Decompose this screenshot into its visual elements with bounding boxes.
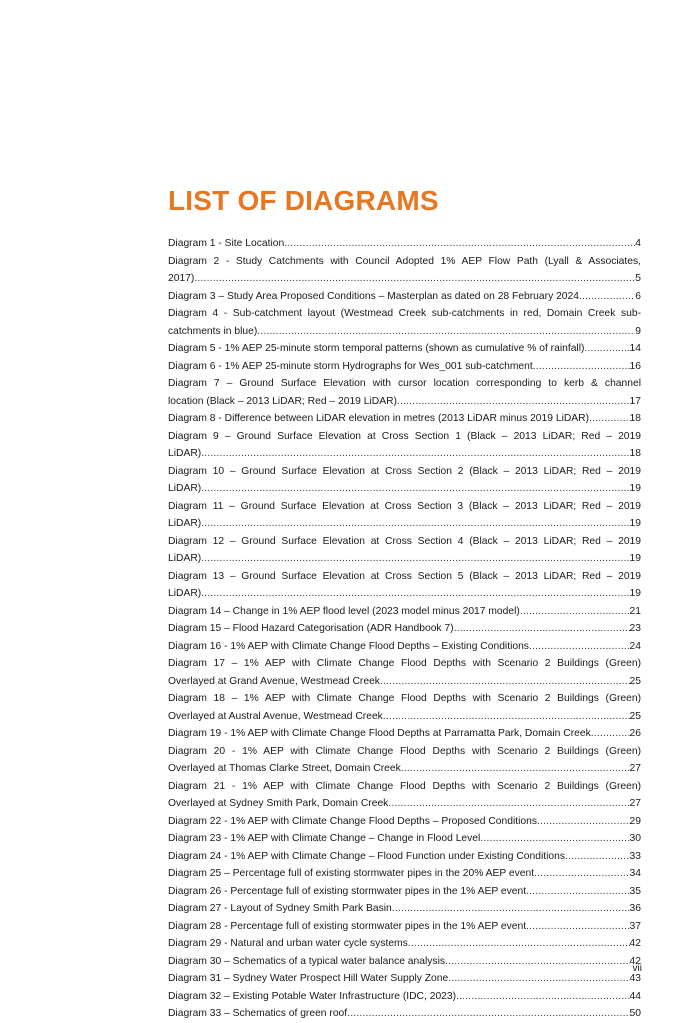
toc-entry-text: Diagram 23 - 1% AEP with Climate Change – Change in Flood Level — [168, 833, 481, 844]
toc-entry-text: LiDAR) — [168, 518, 202, 529]
dot-leader — [383, 708, 630, 726]
toc-entry[interactable] — [168, 638, 641, 656]
dot-leader — [537, 813, 630, 831]
toc-entry-page: 4 — [635, 238, 641, 249]
toc-entry-page: 36 — [629, 903, 641, 914]
toc-entry-text: Diagram 16 - 1% AEP with Climate Change Flood Depths – Existing Conditions — [168, 640, 529, 652]
toc-entry-text: Diagram 7 – Ground Surface Elevation with cursor location corresponding to kerb & channel — [168, 378, 641, 389]
toc-entry-text: Diagram 12 – Ground Surface Elevation at Cross Section 4 (Black – 2013 LiDAR; Red – 2019 — [168, 535, 641, 547]
dot-leader — [579, 288, 635, 306]
toc-entry[interactable] — [168, 848, 641, 866]
toc-entry[interactable] — [168, 918, 641, 936]
toc-entry-page: 50 — [629, 1008, 641, 1019]
toc-entry-text: Diagram 17 – 1% AEP with Climate Change Flood Depths with Scenario 2 Buildings (Green) — [168, 658, 641, 669]
dot-leader — [526, 883, 629, 901]
toc-entry[interactable] — [168, 288, 641, 306]
dot-leader — [201, 585, 629, 603]
dot-leader — [520, 603, 630, 621]
toc-entry-text: Diagram 3 – Study Area Proposed Conditions – Masterplan as dated on 28 February 2024 — [168, 290, 579, 302]
toc-entry-page: 19 — [629, 518, 641, 529]
toc-entry-text: Overlayed at Thomas Clarke Street, Domain Creek — [168, 763, 401, 774]
toc-entry-page: 9 — [635, 325, 641, 337]
toc-entry-page: 24 — [629, 640, 641, 652]
toc-entry-text: Diagram 11 – Ground Surface Elevation at Cross Section 3 (Black – 2013 LiDAR; Red – 2019 — [168, 500, 641, 512]
toc-entry[interactable] — [168, 988, 641, 1006]
toc-entry-text: Diagram 25 – Percentage full of existing stormwater pipes in the 20% AEP event — [168, 868, 535, 879]
toc-entry-page: 42 — [629, 955, 641, 967]
toc-entry[interactable] — [168, 428, 641, 463]
toc-entry-page: 21 — [629, 605, 641, 617]
toc-entry[interactable] — [168, 533, 641, 568]
toc-entry-text: Overlayed at Sydney Smith Park, Domain Creek — [168, 798, 389, 809]
dot-leader — [448, 970, 629, 988]
toc-entry[interactable] — [168, 305, 641, 340]
toc-entry-page: 23 — [629, 623, 641, 634]
toc-entry-page: 18 — [629, 413, 641, 424]
toc-entry[interactable] — [168, 830, 641, 848]
toc-entry[interactable] — [168, 883, 641, 901]
dot-leader — [408, 935, 630, 953]
toc-entry-page: 29 — [629, 815, 641, 827]
toc-entry[interactable] — [168, 463, 641, 498]
toc-entry-text: Diagram 29 - Natural and urban water cycle systems — [168, 938, 408, 949]
toc-entry[interactable] — [168, 690, 641, 725]
dot-leader — [201, 480, 629, 498]
toc-entry-text: Diagram 2 - Study Catchments with Council Adopted 1% AEP Flow Path (Lyall & Associates, — [168, 255, 641, 267]
toc-entry[interactable] — [168, 340, 641, 358]
toc-entry[interactable] — [168, 813, 641, 831]
toc-entry-text: Diagram 6 - 1% AEP 25-minute storm Hydrographs for Wes_001 sub-catchment — [168, 360, 533, 372]
toc-entry-text: Diagram 14 – Change in 1% AEP flood level (2023 model minus 2017 model) — [168, 605, 520, 617]
dot-leader — [201, 515, 629, 533]
dot-leader — [401, 760, 630, 778]
toc-entry[interactable] — [168, 375, 641, 410]
toc-entry-text: Diagram 1 - Site Location — [168, 238, 285, 249]
toc-entry-text: LiDAR) — [168, 553, 202, 564]
toc-entry-page: 25 — [629, 710, 641, 722]
toc-entry-text: Diagram 13 – Ground Surface Elevation at Cross Section 5 (Black – 2013 LiDAR; Red – 2019 — [168, 570, 641, 582]
toc-entry-page: 25 — [629, 675, 641, 687]
toc-entry-text: Diagram 18 – 1% AEP with Climate Change Flood Depths with Scenario 2 Buildings (Green) — [168, 693, 641, 704]
toc-entry-page: 27 — [629, 798, 641, 809]
toc-entry-text: Diagram 8 - Difference between LiDAR elevation in metres (2013 LiDAR minus 2019 LiDAR) — [168, 413, 590, 424]
toc-entry-text: Diagram 28 - Percentage full of existing stormwater pipes in the 1% AEP event — [168, 920, 527, 932]
toc-entry-text: Diagram 22 - 1% AEP with Climate Change Flood Depths – Proposed Conditions — [168, 815, 537, 827]
dot-leader — [534, 865, 629, 883]
toc-entry-page: 16 — [629, 360, 641, 372]
toc-entry[interactable] — [168, 498, 641, 533]
toc-entry[interactable] — [168, 778, 641, 813]
toc-entry-page: 18 — [629, 448, 641, 459]
toc-entry-page: 34 — [629, 868, 641, 879]
toc-entry-text: Diagram 5 - 1% AEP 25-minute storm temporal patterns (shown as cumulative % of rainfall) — [168, 343, 585, 354]
dot-leader — [529, 638, 630, 656]
toc-entry-text: Diagram 33 – Schematics of green roof — [168, 1008, 348, 1019]
toc-entry-text: Diagram 19 - 1% AEP with Climate Change Flood Depths at Parramatta Park, Domain Creek — [168, 728, 591, 739]
dot-leader — [584, 340, 629, 358]
toc-entry[interactable] — [168, 953, 641, 971]
toc-entry-text: Diagram 21 - 1% AEP with Climate Change Flood Depths with Scenario 2 Buildings (Green) — [168, 780, 641, 792]
toc-entry-page: 14 — [629, 343, 641, 354]
toc-entry-text: LiDAR) — [168, 483, 202, 494]
toc-entry[interactable] — [168, 568, 641, 603]
dot-leader — [284, 235, 635, 253]
dot-leader — [526, 918, 629, 936]
list-of-diagrams — [168, 235, 641, 1023]
toc-entry-text: Diagram 20 - 1% AEP with Climate Change Flood Depths with Scenario 2 Buildings (Green) — [168, 745, 641, 757]
toc-entry[interactable] — [168, 358, 641, 376]
toc-entry-page: 19 — [629, 483, 641, 494]
toc-entry[interactable] — [168, 620, 641, 638]
toc-entry[interactable] — [168, 655, 641, 690]
toc-entry-page: 35 — [629, 885, 641, 897]
toc-entry-text: Diagram 27 - Layout of Sydney Smith Park Basin — [168, 903, 392, 914]
toc-entry-page: 26 — [629, 728, 641, 739]
toc-entry-page: 27 — [629, 763, 641, 774]
dot-leader — [388, 795, 629, 813]
dot-leader — [201, 445, 629, 463]
toc-entry[interactable] — [168, 410, 641, 428]
toc-entry-text: Diagram 9 – Ground Surface Elevation at Cross Section 1 (Black – 2013 LiDAR; Red – 2019 — [168, 430, 641, 442]
toc-entry[interactable] — [168, 235, 641, 253]
toc-entry-page: 42 — [629, 938, 641, 949]
dot-leader — [456, 988, 629, 1006]
toc-entry-text: Diagram 24 - 1% AEP with Climate Change – Flood Function under Existing Conditions — [168, 850, 566, 862]
toc-entry-text: Diagram 4 - Sub-catchment layout (Westmead Creek sub-catchments in red, Domain Creek sub- — [168, 308, 641, 319]
toc-entry[interactable] — [168, 935, 641, 953]
dot-leader — [257, 323, 635, 341]
toc-entry-text: LiDAR) — [168, 588, 202, 599]
page-number: vii — [632, 963, 642, 974]
toc-entry[interactable] — [168, 970, 641, 988]
toc-entry-page: 30 — [629, 833, 641, 844]
dot-leader — [194, 270, 635, 288]
toc-entry[interactable] — [168, 900, 641, 918]
dot-leader — [201, 550, 629, 568]
toc-entry-text: location (Black – 2013 LiDAR; Red – 2019 LiDAR) — [168, 395, 397, 407]
toc-entry[interactable] — [168, 865, 641, 883]
toc-entry-page: 43 — [629, 973, 641, 984]
dot-leader — [392, 900, 630, 918]
toc-entry-page: 19 — [629, 588, 641, 599]
toc-entry[interactable] — [168, 253, 641, 288]
toc-entry-text: Diagram 32 – Existing Potable Water Infrastructure (IDC, 2023) — [168, 990, 457, 1002]
dot-leader — [480, 830, 629, 848]
toc-entry-text: LiDAR) — [168, 448, 202, 459]
toc-entry[interactable] — [168, 1005, 641, 1023]
toc-entry-text: 2017) — [168, 273, 195, 284]
dot-leader — [533, 358, 630, 376]
page-title: LIST OF DIAGRAMS — [168, 185, 439, 216]
toc-entry[interactable] — [168, 725, 641, 743]
dot-leader — [565, 848, 630, 866]
dot-leader — [397, 393, 630, 411]
dot-leader — [589, 410, 630, 428]
toc-entry-text: Overlayed at Grand Avenue, Westmead Creek — [168, 675, 380, 687]
dot-leader — [347, 1005, 629, 1023]
toc-entry-page: 37 — [629, 920, 641, 932]
toc-entry-page: 6 — [635, 290, 641, 302]
toc-entry-text: Overlayed at Austral Avenue, Westmead Creek — [168, 710, 383, 722]
dot-leader — [591, 725, 630, 743]
dot-leader — [454, 620, 630, 638]
dot-leader — [380, 673, 630, 691]
toc-entry-page: 19 — [629, 553, 641, 564]
toc-entry-page: 17 — [629, 395, 641, 407]
toc-entry-page: 44 — [629, 990, 641, 1002]
toc-entry-text: Diagram 30 – Schematics of a typical water balance analysis — [168, 955, 446, 967]
toc-entry-text: Diagram 10 – Ground Surface Elevation at Cross Section 2 (Black – 2013 LiDAR; Red – 2019 — [168, 465, 641, 477]
toc-entry[interactable] — [168, 743, 641, 778]
toc-entry-text: Diagram 31 – Sydney Water Prospect Hill Water Supply Zone — [168, 973, 449, 984]
toc-entry-text: catchments in blue) — [168, 325, 258, 337]
toc-entry-text: Diagram 26 - Percentage full of existing stormwater pipes in the 1% AEP event — [168, 885, 527, 897]
toc-entry-text: Diagram 15 – Flood Hazard Categorisation (ADR Handbook 7) — [168, 623, 454, 634]
toc-entry[interactable] — [168, 603, 641, 621]
toc-entry-page: 5 — [635, 273, 641, 284]
dot-leader — [445, 953, 630, 971]
toc-entry-page: 33 — [629, 850, 641, 862]
